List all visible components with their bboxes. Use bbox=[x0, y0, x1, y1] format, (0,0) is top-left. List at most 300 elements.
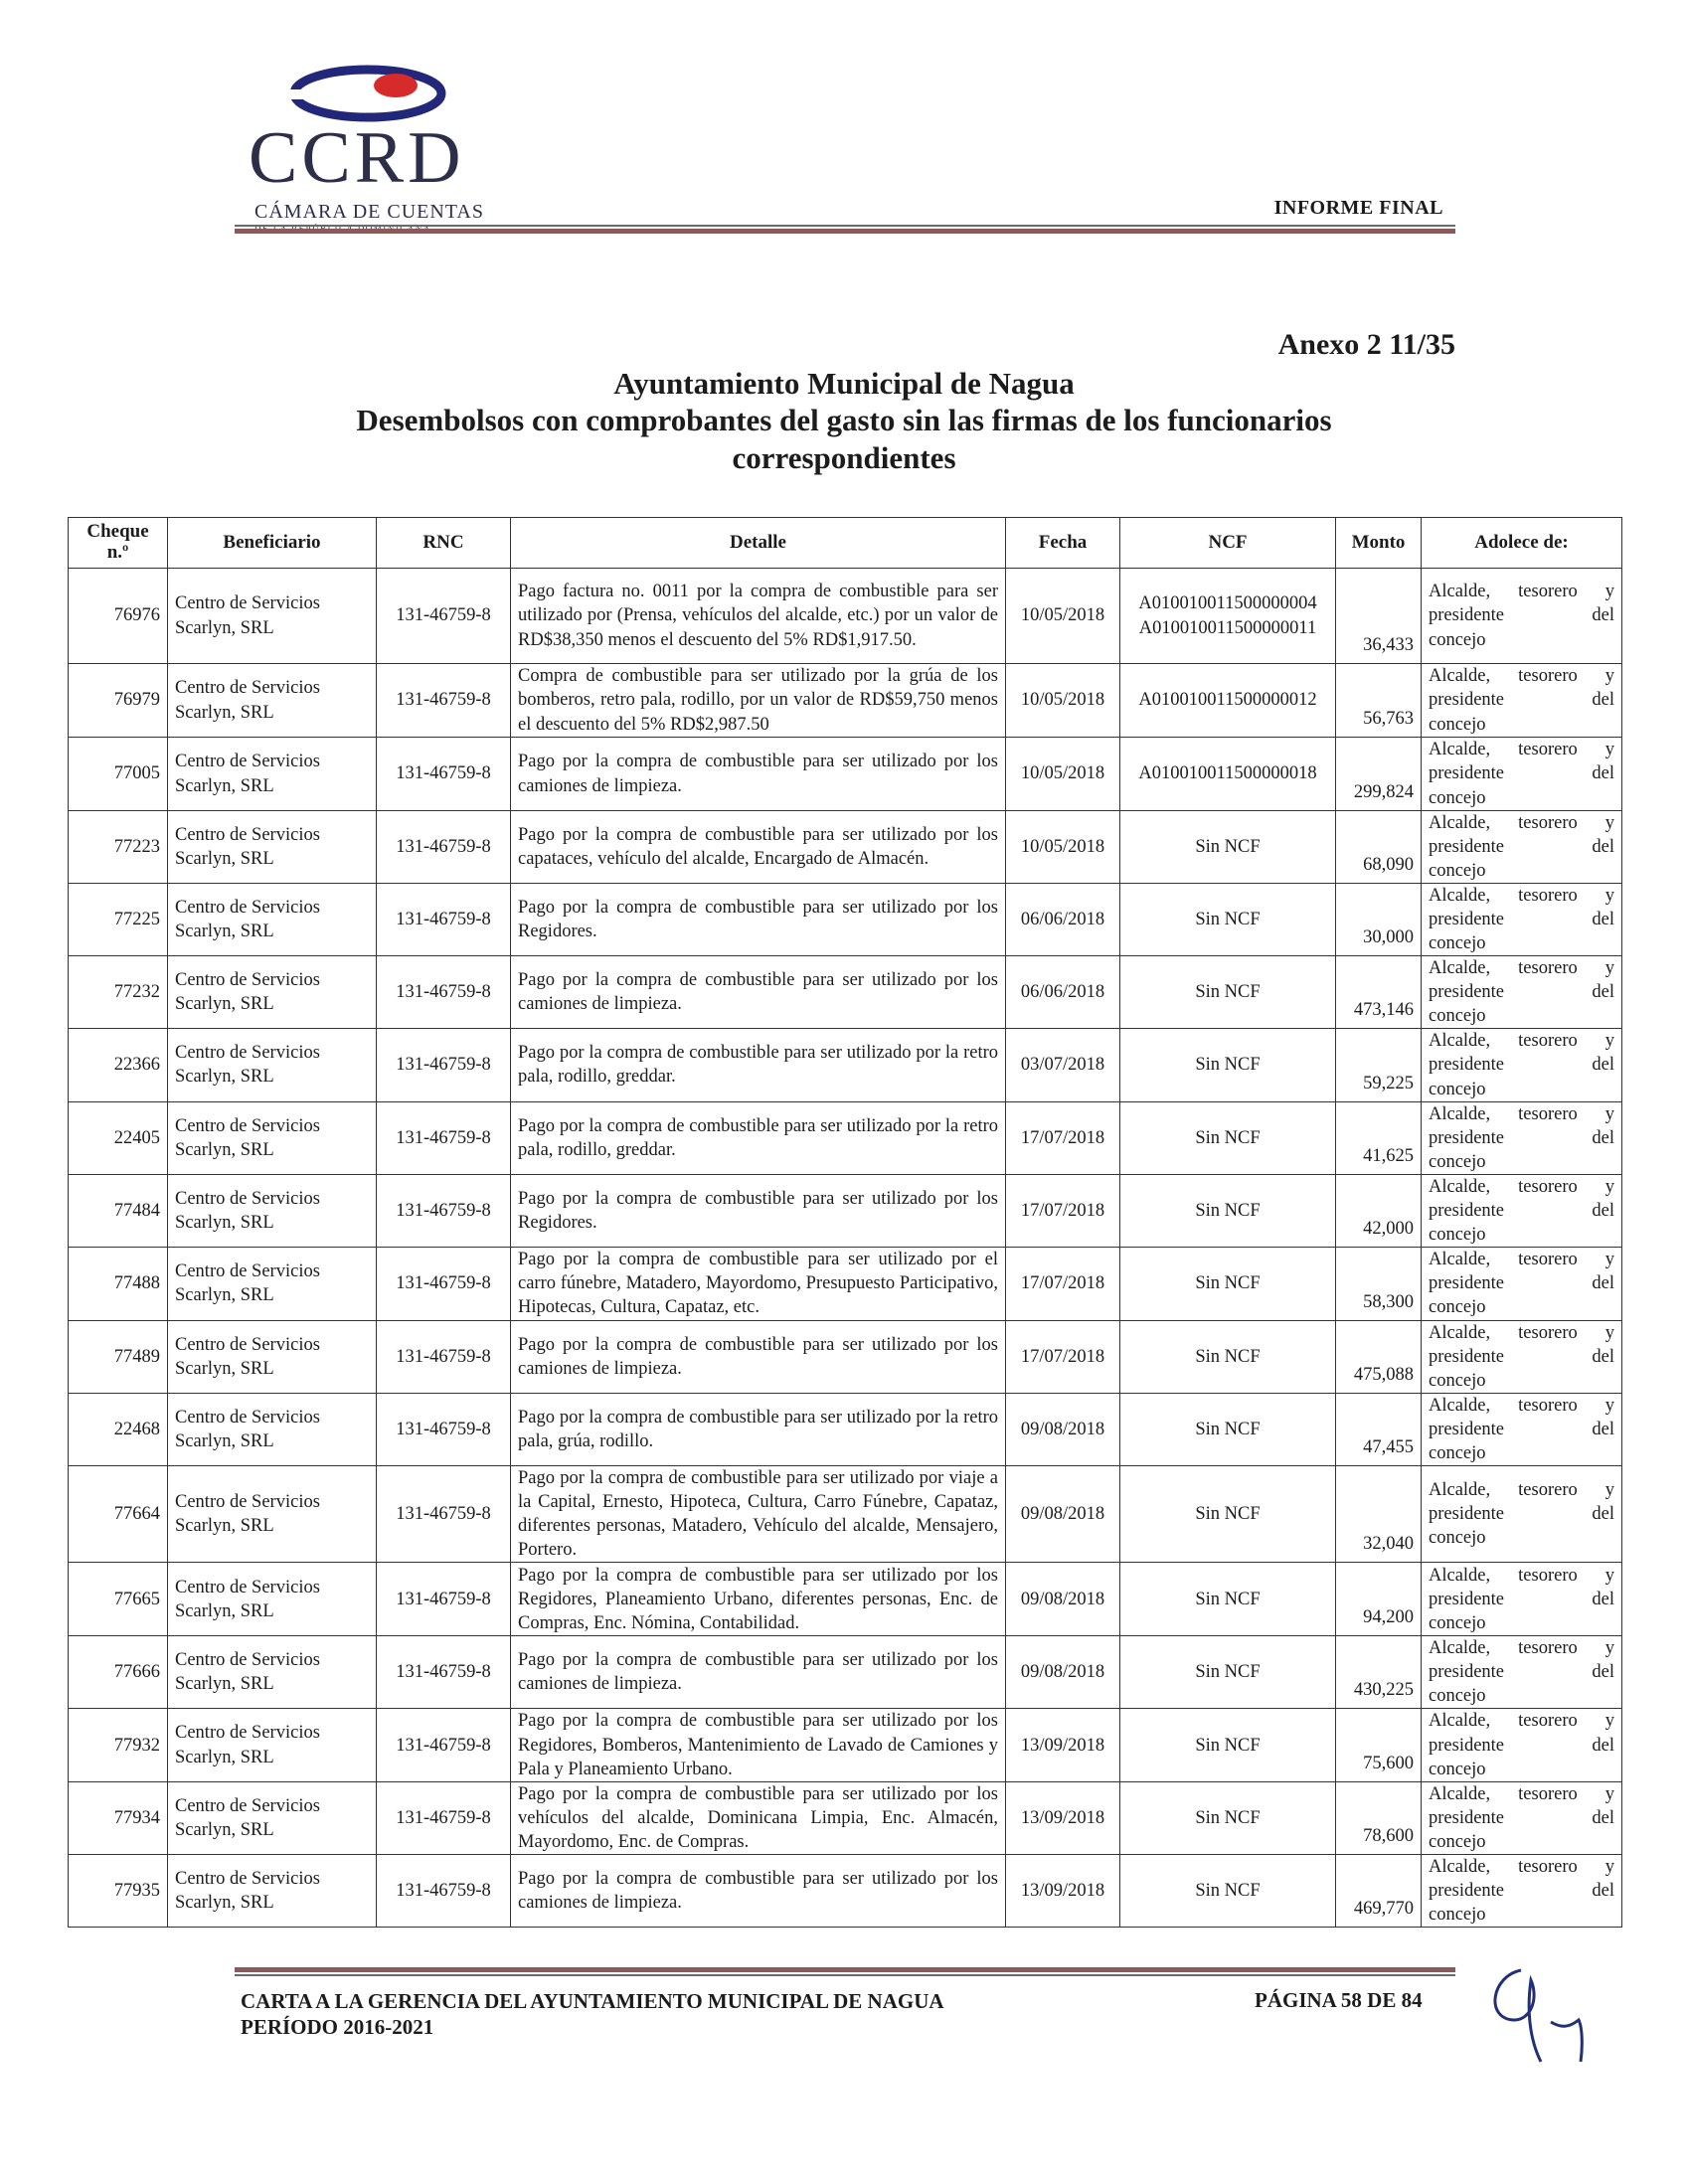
cell-ncf bbox=[1120, 664, 1336, 738]
header-ncf: NCF bbox=[1120, 518, 1336, 569]
adolece-word: tesorero bbox=[1518, 1103, 1578, 1124]
header-rule-thin bbox=[235, 225, 1455, 227]
header-rule-thick bbox=[235, 229, 1455, 234]
adolece-word: Alcalde, bbox=[1429, 1711, 1491, 1732]
adolece-word: Alcalde, bbox=[1429, 1565, 1491, 1586]
cell-ncf bbox=[1120, 1029, 1336, 1101]
adolece-word: tesorero bbox=[1518, 1856, 1578, 1877]
cell-detalle: Pago por la compra de combustible para ser utilizado por los Regidores. bbox=[511, 1174, 1006, 1247]
adolece-word: tesorero bbox=[1518, 813, 1578, 833]
adolece-word: tesorero bbox=[1518, 666, 1578, 687]
cell-rnc: 131-46759-8 bbox=[377, 884, 511, 956]
cell-ncf bbox=[1120, 738, 1336, 811]
cell-cheque: 77666 bbox=[69, 1636, 168, 1709]
cell-monto: 56,763 bbox=[1336, 664, 1422, 738]
cell-ncf bbox=[1120, 1174, 1336, 1247]
adolece-word: tesorero bbox=[1518, 1031, 1578, 1052]
cell-rnc: 131-46759-8 bbox=[377, 1174, 511, 1247]
cell-detalle: Pago por la compra de combustible para ser utilizado por los vehículos del alcalde, Dominicana Limpia, Enc. Almacén, Mayordomo, Enc. de Compras. bbox=[511, 1781, 1006, 1854]
adolece-word: tesorero bbox=[1518, 1711, 1578, 1732]
cell-detalle: Pago por la compra de combustible para ser utilizado por los camiones de limpieza. bbox=[511, 738, 1006, 811]
logo-acronym: CCRD bbox=[249, 117, 465, 199]
adolece-word: presidente bbox=[1429, 1273, 1505, 1294]
cell-cheque: 77005 bbox=[69, 738, 168, 811]
cell-adolece bbox=[1422, 1174, 1622, 1247]
ncf-value: A010010011500000012 bbox=[1138, 690, 1317, 711]
header-cheque: Cheque n.º bbox=[69, 518, 168, 569]
adolece-word: Alcalde, bbox=[1429, 1031, 1491, 1052]
adolece-word: concejo bbox=[1429, 1006, 1486, 1027]
adolece-word: y bbox=[1604, 1856, 1614, 1877]
adolece-word: concejo bbox=[1429, 1297, 1486, 1318]
ncf-value: Sin NCF bbox=[1195, 1273, 1261, 1294]
cell-adolece bbox=[1422, 1247, 1622, 1320]
adolece-word: del bbox=[1592, 1127, 1614, 1148]
adolece-word: y bbox=[1604, 1638, 1614, 1659]
report-label: INFORME FINAL bbox=[1273, 197, 1443, 219]
adolece-word: Alcalde, bbox=[1429, 1103, 1491, 1124]
cell-detalle: Pago por la compra de combustible para ser utilizado por la retro pala, rodillo, greddar. bbox=[511, 1101, 1006, 1174]
cell-monto: 42,000 bbox=[1336, 1174, 1422, 1247]
table-row bbox=[69, 1563, 1622, 1636]
adolece-word: y bbox=[1604, 666, 1614, 687]
table-row bbox=[69, 664, 1622, 738]
cell-cheque: 22405 bbox=[69, 1101, 168, 1174]
cell-ncf bbox=[1120, 811, 1336, 884]
cell-cheque: 77232 bbox=[69, 956, 168, 1029]
cell-monto: 299,824 bbox=[1336, 738, 1422, 811]
cell-ncf bbox=[1120, 1247, 1336, 1320]
adolece-word: del bbox=[1592, 982, 1614, 1003]
adolece-word: tesorero bbox=[1518, 740, 1578, 760]
adolece-word: y bbox=[1604, 1250, 1614, 1270]
adolece-word: concejo bbox=[1429, 933, 1486, 954]
table-row bbox=[69, 738, 1622, 811]
cell-ncf bbox=[1120, 1781, 1336, 1854]
cell-rnc: 131-46759-8 bbox=[377, 1101, 511, 1174]
cell-ncf bbox=[1120, 956, 1336, 1029]
adolece-word: presidente bbox=[1429, 1735, 1505, 1756]
cell-fecha: 13/09/2018 bbox=[1006, 1709, 1120, 1781]
cell-beneficiario: Centro de Servicios Scarlyn, SRL bbox=[168, 664, 377, 738]
cell-beneficiario: Centro de Servicios Scarlyn, SRL bbox=[168, 1709, 377, 1781]
cell-fecha: 17/07/2018 bbox=[1006, 1101, 1120, 1174]
cell-adolece bbox=[1422, 1781, 1622, 1854]
table-row bbox=[69, 956, 1622, 1029]
cell-beneficiario: Centro de Servicios Scarlyn, SRL bbox=[168, 811, 377, 884]
adolece-word: concejo bbox=[1429, 1831, 1486, 1852]
logo-line1: CÁMARA DE CUENTAS bbox=[254, 201, 484, 223]
cell-adolece bbox=[1422, 1636, 1622, 1709]
cell-adolece bbox=[1422, 1709, 1622, 1781]
adolece-word: Alcalde, bbox=[1429, 1176, 1491, 1197]
cell-detalle: Pago por la compra de combustible para ser utilizado por los camiones de limpieza. bbox=[511, 956, 1006, 1029]
cell-beneficiario: Centro de Servicios Scarlyn, SRL bbox=[168, 1393, 377, 1465]
footer-rule-thin bbox=[235, 1974, 1455, 1976]
table-row bbox=[69, 569, 1622, 664]
cell-monto: 41,625 bbox=[1336, 1101, 1422, 1174]
adolece-word: presidente bbox=[1429, 837, 1505, 858]
cell-beneficiario: Centro de Servicios Scarlyn, SRL bbox=[168, 884, 377, 956]
cell-ncf bbox=[1120, 1466, 1336, 1563]
cell-fecha: 09/08/2018 bbox=[1006, 1636, 1120, 1709]
cell-cheque: 77488 bbox=[69, 1247, 168, 1320]
adolece-word: Alcalde, bbox=[1429, 958, 1491, 979]
cell-fecha: 10/05/2018 bbox=[1006, 664, 1120, 738]
cell-adolece bbox=[1422, 1029, 1622, 1101]
cell-cheque: 77484 bbox=[69, 1174, 168, 1247]
cell-fecha: 10/05/2018 bbox=[1006, 738, 1120, 811]
adolece-word: y bbox=[1604, 813, 1614, 833]
cell-rnc: 131-46759-8 bbox=[377, 1466, 511, 1563]
cell-monto: 58,300 bbox=[1336, 1247, 1422, 1320]
adolece-word: concejo bbox=[1429, 714, 1486, 735]
cell-beneficiario: Centro de Servicios Scarlyn, SRL bbox=[168, 1174, 377, 1247]
title-line1: Ayuntamiento Municipal de Nagua bbox=[613, 366, 1075, 401]
adolece-word: Alcalde, bbox=[1429, 886, 1491, 907]
adolece-word: del bbox=[1592, 1055, 1614, 1076]
table-row bbox=[69, 1466, 1622, 1563]
cell-detalle: Pago por la compra de combustible para ser utilizado por los Regidores. bbox=[511, 884, 1006, 956]
table-row bbox=[69, 1320, 1622, 1393]
adolece-word: presidente bbox=[1429, 1504, 1505, 1525]
adolece-word: del bbox=[1592, 690, 1614, 711]
cell-detalle: Pago por la compra de combustible para ser utilizado por los camiones de limpieza. bbox=[511, 1854, 1006, 1927]
header-monto: Monto bbox=[1336, 518, 1422, 569]
adolece-word: presidente bbox=[1429, 982, 1505, 1003]
adolece-word: concejo bbox=[1429, 1224, 1486, 1245]
cell-beneficiario: Centro de Servicios Scarlyn, SRL bbox=[168, 1466, 377, 1563]
cell-beneficiario: Centro de Servicios Scarlyn, SRL bbox=[168, 1636, 377, 1709]
adolece-word: del bbox=[1592, 1880, 1614, 1901]
cell-rnc: 131-46759-8 bbox=[377, 1247, 511, 1320]
ccrd-logo bbox=[249, 62, 517, 223]
cell-fecha: 06/06/2018 bbox=[1006, 956, 1120, 1029]
adolece-word: tesorero bbox=[1518, 1395, 1578, 1416]
ncf-value: Sin NCF bbox=[1195, 1420, 1261, 1440]
cell-beneficiario: Centro de Servicios Scarlyn, SRL bbox=[168, 1563, 377, 1636]
ncf-value-2: A010010011500000011 bbox=[1138, 617, 1317, 638]
adolece-word: concejo bbox=[1429, 1079, 1486, 1099]
cell-fecha: 13/09/2018 bbox=[1006, 1781, 1120, 1854]
header-fecha: Fecha bbox=[1006, 518, 1120, 569]
logo-emblem-icon bbox=[288, 62, 447, 123]
cell-cheque: 77932 bbox=[69, 1709, 168, 1781]
table-row bbox=[69, 1029, 1622, 1101]
cell-rnc: 131-46759-8 bbox=[377, 1854, 511, 1927]
adolece-word: Alcalde, bbox=[1429, 1638, 1491, 1659]
cell-rnc: 131-46759-8 bbox=[377, 1393, 511, 1465]
adolece-word: concejo bbox=[1429, 1370, 1486, 1391]
footer-title bbox=[241, 1988, 944, 2041]
cell-fecha: 17/07/2018 bbox=[1006, 1247, 1120, 1320]
cell-rnc: 131-46759-8 bbox=[377, 738, 511, 811]
ncf-value: Sin NCF bbox=[1195, 1504, 1261, 1525]
cell-fecha: 17/07/2018 bbox=[1006, 1320, 1120, 1393]
header-detalle: Detalle bbox=[511, 518, 1006, 569]
adolece-word: presidente bbox=[1429, 910, 1505, 930]
cell-rnc: 131-46759-8 bbox=[377, 569, 511, 664]
cell-beneficiario: Centro de Servicios Scarlyn, SRL bbox=[168, 1247, 377, 1320]
adolece-word: y bbox=[1604, 958, 1614, 979]
disbursements-table bbox=[68, 517, 1622, 1928]
cell-rnc: 131-46759-8 bbox=[377, 1781, 511, 1854]
adolece-word: Alcalde, bbox=[1429, 740, 1491, 760]
cell-fecha: 17/07/2018 bbox=[1006, 1174, 1120, 1247]
cell-cheque: 76976 bbox=[69, 569, 168, 664]
table-row bbox=[69, 1781, 1622, 1854]
cell-adolece bbox=[1422, 1854, 1622, 1927]
cell-cheque: 77489 bbox=[69, 1320, 168, 1393]
ncf-value: Sin NCF bbox=[1195, 1735, 1261, 1756]
annex-number: Anexo 2 11/35 bbox=[1277, 328, 1455, 361]
table-row bbox=[69, 1174, 1622, 1247]
cell-detalle: Pago por la compra de combustible para ser utilizado por viaje a la Capital, Ernesto, Hipoteca, Cultura, Carro Fúnebre, Capataz, diferentes personas, Matadero, Vehículo del alcalde, Mensajero, Portero. bbox=[511, 1466, 1006, 1563]
cell-adolece bbox=[1422, 1101, 1622, 1174]
ncf-value: Sin NCF bbox=[1195, 1880, 1261, 1901]
adolece-word: tesorero bbox=[1518, 582, 1578, 602]
adolece-word: presidente bbox=[1429, 1880, 1505, 1901]
cell-beneficiario: Centro de Servicios Scarlyn, SRL bbox=[168, 1101, 377, 1174]
cell-detalle: Pago por la compra de combustible para ser utilizado por el carro fúnebre, Matadero, Mayordomo, Presupuesto Participativo, Hipotecas, Cultura, Capataz, etc. bbox=[511, 1247, 1006, 1320]
cell-ncf bbox=[1120, 1636, 1336, 1709]
cell-beneficiario: Centro de Servicios Scarlyn, SRL bbox=[168, 1854, 377, 1927]
adolece-word: concejo bbox=[1429, 861, 1486, 882]
cell-fecha: 10/05/2018 bbox=[1006, 811, 1120, 884]
table-row bbox=[69, 1636, 1622, 1709]
cell-detalle: Compra de combustible para ser utilizado por la grúa de los bomberos, retro pala, rodillo, por un valor de RD$59,750 menos el descuento del 5% RD$2,987.50 bbox=[511, 664, 1006, 738]
adolece-word: presidente bbox=[1429, 763, 1505, 784]
cell-cheque: 22366 bbox=[69, 1029, 168, 1101]
adolece-word: Alcalde, bbox=[1429, 1480, 1491, 1501]
cell-fecha: 09/08/2018 bbox=[1006, 1466, 1120, 1563]
cell-rnc: 131-46759-8 bbox=[377, 1709, 511, 1781]
cell-monto: 78,600 bbox=[1336, 1781, 1422, 1854]
adolece-word: tesorero bbox=[1518, 1565, 1578, 1586]
adolece-word: concejo bbox=[1429, 1759, 1486, 1779]
cell-cheque: 22468 bbox=[69, 1393, 168, 1465]
ncf-value: Sin NCF bbox=[1195, 1346, 1261, 1367]
cell-ncf bbox=[1120, 1709, 1336, 1781]
adolece-word: y bbox=[1604, 1395, 1614, 1416]
cell-detalle: Pago por la compra de combustible para ser utilizado por los Regidores, Bomberos, Mantenimiento de Lavado de Camiones y Pala y Planeamiento Urbano. bbox=[511, 1709, 1006, 1781]
footer-rule-thick bbox=[235, 1967, 1455, 1972]
ncf-value: Sin NCF bbox=[1195, 910, 1261, 930]
table-row bbox=[69, 1101, 1622, 1174]
header-beneficiario: Beneficiario bbox=[168, 518, 377, 569]
cell-monto: 475,088 bbox=[1336, 1320, 1422, 1393]
table-row bbox=[69, 884, 1622, 956]
cell-ncf bbox=[1120, 569, 1336, 664]
cell-ncf bbox=[1120, 1393, 1336, 1465]
adolece-word: concejo bbox=[1429, 629, 1486, 650]
adolece-word: presidente bbox=[1429, 1346, 1505, 1367]
adolece-word: y bbox=[1604, 1480, 1614, 1501]
adolece-word: presidente bbox=[1429, 1127, 1505, 1148]
cell-adolece bbox=[1422, 664, 1622, 738]
adolece-word: Alcalde, bbox=[1429, 813, 1491, 833]
ncf-value: Sin NCF bbox=[1195, 1127, 1261, 1148]
ncf-value: Sin NCF bbox=[1195, 837, 1261, 858]
adolece-word: del bbox=[1592, 1807, 1614, 1828]
adolece-word: Alcalde, bbox=[1429, 1322, 1491, 1343]
cell-adolece bbox=[1422, 738, 1622, 811]
cell-fecha: 06/06/2018 bbox=[1006, 884, 1120, 956]
adolece-word: del bbox=[1592, 1589, 1614, 1609]
cell-monto: 68,090 bbox=[1336, 811, 1422, 884]
adolece-word: y bbox=[1604, 1176, 1614, 1197]
cell-ncf bbox=[1120, 884, 1336, 956]
adolece-word: presidente bbox=[1429, 690, 1505, 711]
ncf-value: A010010011500000004 bbox=[1138, 593, 1317, 614]
adolece-word: Alcalde, bbox=[1429, 582, 1491, 602]
cell-fecha: 13/09/2018 bbox=[1006, 1854, 1120, 1927]
footer-line2: PERÍODO 2016-2021 bbox=[241, 2015, 434, 2040]
signature-mark bbox=[1481, 1958, 1610, 2068]
adolece-word: del bbox=[1592, 837, 1614, 858]
cell-monto: 32,040 bbox=[1336, 1466, 1422, 1563]
cell-monto: 30,000 bbox=[1336, 884, 1422, 956]
cell-adolece bbox=[1422, 884, 1622, 956]
adolece-word: presidente bbox=[1429, 605, 1505, 626]
title-line2: Desembolsos con comprobantes del gasto sin las firmas de los funcionarios bbox=[356, 403, 1332, 437]
ncf-value: Sin NCF bbox=[1195, 982, 1261, 1003]
adolece-word: del bbox=[1592, 1200, 1614, 1221]
cell-rnc: 131-46759-8 bbox=[377, 1029, 511, 1101]
cell-cheque: 77664 bbox=[69, 1466, 168, 1563]
cell-detalle: Pago por la compra de combustible para ser utilizado por los camiones de limpieza. bbox=[511, 1320, 1006, 1393]
adolece-word: del bbox=[1592, 1735, 1614, 1756]
adolece-word: y bbox=[1604, 1783, 1614, 1804]
adolece-word: tesorero bbox=[1518, 1322, 1578, 1343]
cell-beneficiario: Centro de Servicios Scarlyn, SRL bbox=[168, 1781, 377, 1854]
cell-rnc: 131-46759-8 bbox=[377, 664, 511, 738]
cell-detalle: Pago por la compra de combustible para ser utilizado por la retro pala, rodillo, greddar. bbox=[511, 1029, 1006, 1101]
adolece-word: y bbox=[1604, 886, 1614, 907]
cell-monto: 430,225 bbox=[1336, 1636, 1422, 1709]
cell-adolece bbox=[1422, 956, 1622, 1029]
cell-cheque: 77665 bbox=[69, 1563, 168, 1636]
adolece-word: y bbox=[1604, 1565, 1614, 1586]
cell-adolece bbox=[1422, 811, 1622, 884]
cell-detalle: Pago por la compra de combustible para ser utilizado por la retro pala, grúa, rodillo. bbox=[511, 1393, 1006, 1465]
cell-cheque: 77934 bbox=[69, 1781, 168, 1854]
adolece-word: concejo bbox=[1429, 1151, 1486, 1172]
adolece-word: del bbox=[1592, 910, 1614, 930]
adolece-word: tesorero bbox=[1518, 1480, 1578, 1501]
ncf-value: Sin NCF bbox=[1195, 1589, 1261, 1609]
adolece-word: concejo bbox=[1429, 1686, 1486, 1707]
ncf-value: Sin NCF bbox=[1195, 1200, 1261, 1221]
adolece-word: del bbox=[1592, 605, 1614, 626]
adolece-word: tesorero bbox=[1518, 886, 1578, 907]
cell-cheque: 77225 bbox=[69, 884, 168, 956]
ncf-value: Sin NCF bbox=[1195, 1662, 1261, 1683]
adolece-word: concejo bbox=[1429, 1904, 1486, 1925]
footer-line1: CARTA A LA GERENCIA DEL AYUNTAMIENTO MUNICIPAL DE NAGUA bbox=[241, 1989, 944, 2013]
ncf-value: Sin NCF bbox=[1195, 1055, 1261, 1076]
cell-cheque: 77223 bbox=[69, 811, 168, 884]
ncf-value: Sin NCF bbox=[1195, 1807, 1261, 1828]
adolece-word: presidente bbox=[1429, 1420, 1505, 1440]
cell-monto: 36,433 bbox=[1336, 569, 1422, 664]
adolece-word: Alcalde, bbox=[1429, 1856, 1491, 1877]
cell-ncf bbox=[1120, 1101, 1336, 1174]
adolece-word: Alcalde, bbox=[1429, 1783, 1491, 1804]
adolece-word: tesorero bbox=[1518, 1638, 1578, 1659]
cell-adolece bbox=[1422, 569, 1622, 664]
cell-detalle: Pago factura no. 0011 por la compra de combustible para ser utilizado por (Prensa, vehículos del alcalde, etc.) por un valor de RD$38,350 menos el descuento del 5% RD$1,917.50. bbox=[511, 569, 1006, 664]
cell-beneficiario: Centro de Servicios Scarlyn, SRL bbox=[168, 956, 377, 1029]
adolece-word: concejo bbox=[1429, 1612, 1486, 1633]
header-adolece: Adolece de: bbox=[1422, 518, 1622, 569]
cell-monto: 75,600 bbox=[1336, 1709, 1422, 1781]
adolece-word: y bbox=[1604, 740, 1614, 760]
cell-monto: 473,146 bbox=[1336, 956, 1422, 1029]
adolece-word: tesorero bbox=[1518, 1783, 1578, 1804]
adolece-word: del bbox=[1592, 1504, 1614, 1525]
adolece-word: del bbox=[1592, 1273, 1614, 1294]
adolece-word: y bbox=[1604, 1711, 1614, 1732]
adolece-word: del bbox=[1592, 1420, 1614, 1440]
adolece-word: y bbox=[1604, 582, 1614, 602]
adolece-word: tesorero bbox=[1518, 1176, 1578, 1197]
adolece-word: presidente bbox=[1429, 1055, 1505, 1076]
cell-detalle: Pago por la compra de combustible para ser utilizado por los Regidores, Planeamiento Urbano, diferentes personas, Enc. de Compras, Enc. Nómina, Contabilidad. bbox=[511, 1563, 1006, 1636]
table-row bbox=[69, 1854, 1622, 1927]
table-row bbox=[69, 1709, 1622, 1781]
adolece-word: presidente bbox=[1429, 1662, 1505, 1683]
adolece-word: presidente bbox=[1429, 1589, 1505, 1609]
page-number: PÁGINA 58 DE 84 bbox=[1255, 1988, 1423, 2012]
adolece-word: tesorero bbox=[1518, 958, 1578, 979]
adolece-word: concejo bbox=[1429, 787, 1486, 808]
cell-rnc: 131-46759-8 bbox=[377, 1563, 511, 1636]
cell-beneficiario: Centro de Servicios Scarlyn, SRL bbox=[168, 1320, 377, 1393]
cell-ncf bbox=[1120, 1320, 1336, 1393]
cell-adolece bbox=[1422, 1563, 1622, 1636]
adolece-word: presidente bbox=[1429, 1200, 1505, 1221]
adolece-word: Alcalde, bbox=[1429, 1395, 1491, 1416]
adolece-word: y bbox=[1604, 1031, 1614, 1052]
title-line3: correspondientes bbox=[732, 440, 956, 475]
cell-detalle: Pago por la compra de combustible para ser utilizado por los capataces, vehículo del alcalde, Encargado de Almacén. bbox=[511, 811, 1006, 884]
cell-monto: 94,200 bbox=[1336, 1563, 1422, 1636]
adolece-word: del bbox=[1592, 763, 1614, 784]
table-header-row bbox=[69, 518, 1622, 569]
adolece-word: del bbox=[1592, 1346, 1614, 1367]
cell-cheque: 76979 bbox=[69, 664, 168, 738]
adolece-word: Alcalde, bbox=[1429, 1250, 1491, 1270]
adolece-word: concejo bbox=[1429, 1443, 1486, 1464]
adolece-word: y bbox=[1604, 1322, 1614, 1343]
cell-monto: 59,225 bbox=[1336, 1029, 1422, 1101]
cell-adolece bbox=[1422, 1466, 1622, 1563]
cell-ncf bbox=[1120, 1563, 1336, 1636]
adolece-word: tesorero bbox=[1518, 1250, 1578, 1270]
adolece-word: presidente bbox=[1429, 1807, 1505, 1828]
cell-fecha: 09/08/2018 bbox=[1006, 1563, 1120, 1636]
header-rnc: RNC bbox=[377, 518, 511, 569]
cell-fecha: 03/07/2018 bbox=[1006, 1029, 1120, 1101]
cell-ncf bbox=[1120, 1854, 1336, 1927]
cell-rnc: 131-46759-8 bbox=[377, 956, 511, 1029]
cell-fecha: 09/08/2018 bbox=[1006, 1393, 1120, 1465]
cell-adolece bbox=[1422, 1393, 1622, 1465]
table-row bbox=[69, 1247, 1622, 1320]
table-row bbox=[69, 1393, 1622, 1465]
cell-monto: 47,455 bbox=[1336, 1393, 1422, 1465]
